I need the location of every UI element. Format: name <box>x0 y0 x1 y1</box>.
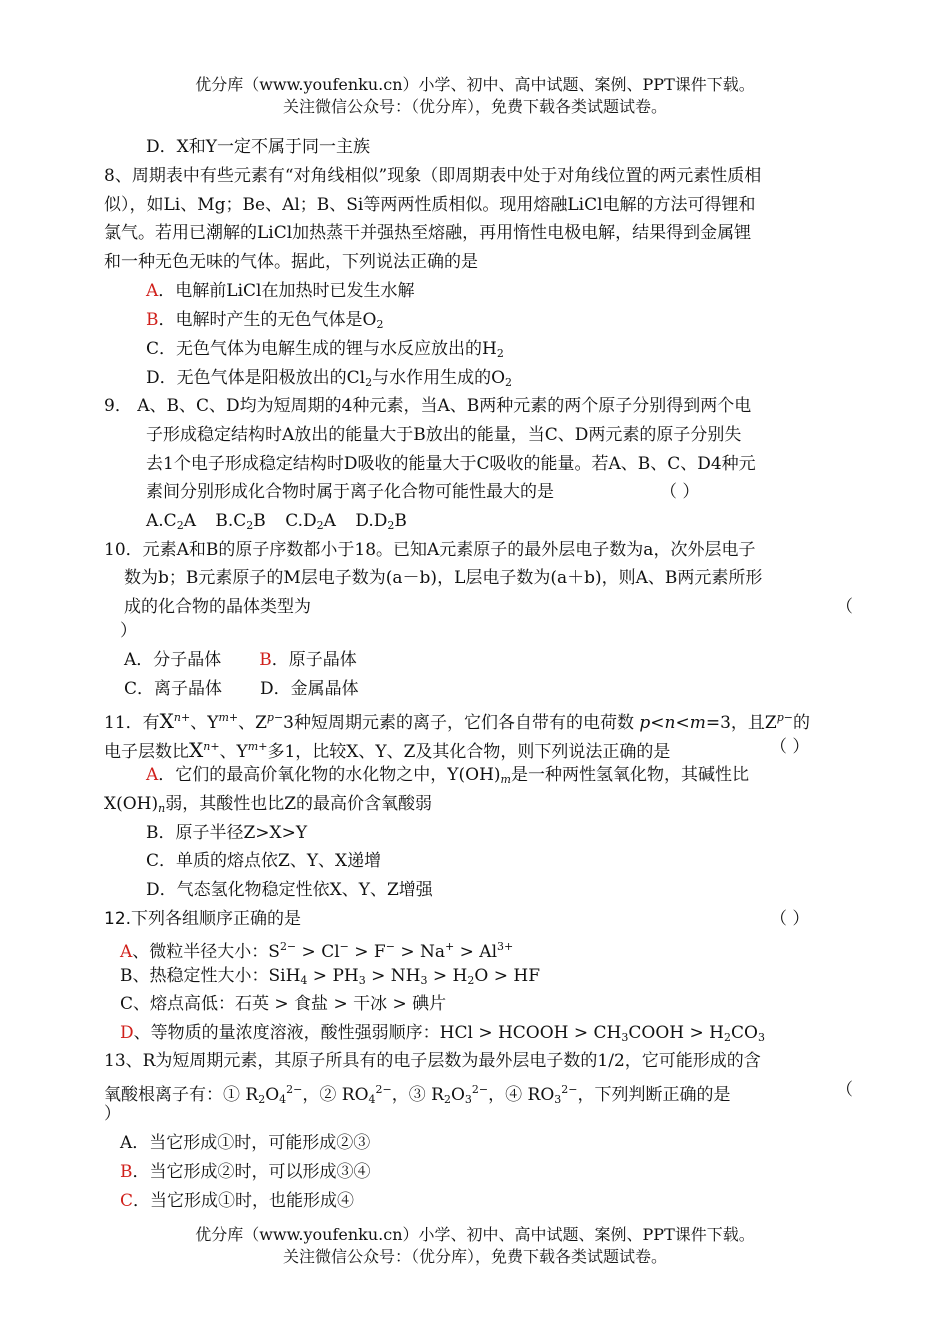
q10-paren-open: （ <box>836 597 853 617</box>
q9-stem-line-4: 素间分别形成化合物时属于离子化合物可能性最大的是 <box>146 482 554 502</box>
q8-option-b-text: ．电解时产生的无色气体是O <box>158 310 377 330</box>
q12-option-c: C、熔点高低：石英 > 食盐 > 干冰 > 碘片 <box>120 994 447 1014</box>
q8-option-b-sub: 2 <box>376 318 384 331</box>
q10-stem-line-3: 成的化合物的晶体类型为 <box>124 597 311 617</box>
q10-paren-close: ） <box>120 621 137 641</box>
q11-option-a-line-1: A．它们的最高价氧化物的水化物之中，$Y(OH)_m$是一种两性氢氧化物，其碱性比 <box>146 765 749 786</box>
footer-line-1: 优分库（www.youfenku.cn）小学、初中、高中试题、案例、PPT课件下载。 <box>195 1225 755 1244</box>
q12-option-d: D、等物质的量浓度溶液，酸性强弱顺序：HCl > HCOOH > $CH_3COOH > H_2CO_3$ <box>120 1023 765 1044</box>
footer-banner <box>0 1224 950 1268</box>
q13-paren-open: （ <box>836 1080 853 1100</box>
q12-option-a: A、微粒半径大小：$S^{2-} > Cl^- > F^- > Na^+ > Al^{3+}$ <box>120 940 514 962</box>
q13-option-c: C．当它形成①时，也能形成④ <box>120 1191 355 1211</box>
banner-line-1: 优分库（www.youfenku.cn）小学、初中、高中试题、案例、PPT课件下载。 <box>195 75 755 94</box>
q13-option-a: A．当它形成①时，可能形成②③ <box>120 1133 371 1153</box>
q11-option-b: B．原子半径Z>X>Y <box>146 823 308 843</box>
q9-option-b: $B.C_2B$ <box>215 511 266 532</box>
q9-option-c: $C.D_2A$ <box>285 511 336 532</box>
q13-option-b: B．当它形成②时，可以形成③④ <box>120 1162 371 1182</box>
q8-option-d-sub-2: 2 <box>505 376 513 389</box>
q7-option-d: D．X和Y一定不属于同一主族 <box>146 137 370 157</box>
q10-stem-line-1: 10．元素A和B的原子序数都小于18。已知A元素原子的最外层电子数为a，次外层电子 <box>104 540 756 560</box>
q10-stem-line-2: 数为b；B元素原子的M层电子数为(a－b)，L层电子数为(a＋b)，则A、B两元素所形 <box>124 568 763 588</box>
q9-answer-paren: （ ） <box>660 482 700 502</box>
q11-answer-paren: （ ） <box>770 737 810 757</box>
q10-option-c: C．离子晶体 <box>124 679 223 699</box>
q9-option-a: $A.C_2A$ <box>146 511 196 532</box>
q10-option-b: B．原子晶体 <box>259 650 357 670</box>
q8-option-d-sub-1: 2 <box>365 376 373 389</box>
q11-option-d: D．气态氢化物稳定性依X、Y、Z增强 <box>146 880 433 900</box>
q13-stem-line-1: 13、R为短周期元素，其原子所具有的电子层数为最外层电子数的1/2，它可能形成的含 <box>104 1051 761 1071</box>
q11-stem-line-1: 11．有$X^{n+}$、$Y^{m+}$、$Z^{p-}3$种短周期元素的离子，它们各自带有的电荷数 p<n<m=3，且$Z^{p-}$的 <box>104 709 810 733</box>
q10-options-row-1 <box>124 648 357 672</box>
q8-option-c-sub: 2 <box>496 347 504 360</box>
header-banner <box>0 74 950 118</box>
q9-stem-line-3: 去1个电子形成稳定结构时D吸收的能量大于C吸收的能量。若A、B、C、D4种元 <box>146 454 756 474</box>
q12-stem: 12.下列各组顺序正确的是 <box>104 909 302 929</box>
q13-paren-close: ） <box>104 1104 121 1124</box>
q9-option-d: $D.D_2B$ <box>355 511 407 532</box>
q8-stem-line-4: 和一种无色无味的气体。据此，下列说法正确的是 <box>104 252 478 272</box>
q10-option-a: A．分子晶体 <box>124 650 222 670</box>
q8-option-b <box>146 308 383 337</box>
q11-option-a-line-2: $X(OH)_n$弱，其酸性也比Z的最高价含氧酸弱 <box>104 794 433 815</box>
q12-option-b: B、热稳定性大小：$SiH_4 > PH_3 > NH_3 > H_2O$ > HF <box>120 966 540 987</box>
q8-option-c-text: C．无色气体为电解生成的锂与水反应放出的H <box>146 339 497 359</box>
q12-answer-paren: （ ） <box>770 909 810 929</box>
q10-options-row-2 <box>124 677 359 701</box>
q8-stem-line-3: 氯气。若用已潮解的LiCl加热蒸干并强热至熔融，再用惰性电极电解，结果得到金属锂 <box>104 223 752 243</box>
q8-option-c <box>146 337 504 366</box>
q8-stem-line-1: 8、周期表中有些元素有“对角线相似”现象（即周期表中处于对角线位置的两元素性质相 <box>104 166 762 186</box>
q10-option-d: D．金属晶体 <box>260 679 359 699</box>
q9-stem-line-2: 子形成稳定结构时A放出的能量大于B放出的能量，当C、D两元素的原子分别失 <box>146 425 742 445</box>
q11-option-c: C．单质的熔点依Z、Y、X递增 <box>146 851 382 871</box>
footer-line-2: 关注微信公众号：（优分库），免费下载各类试题试卷。 <box>282 1247 667 1266</box>
q8-option-d-text-1: D．无色气体是阳极放出的Cl <box>146 368 366 388</box>
q8-option-b-label: B <box>146 310 159 330</box>
q8-option-d-text-2: 与水作用生成的O <box>372 368 506 388</box>
q8-option-a-text: ．电解前LiCl在加热时已发生水解 <box>158 281 415 301</box>
q8-option-d <box>146 366 512 395</box>
q8-stem-line-2: 似），如Li、Mg；Be、Al；B、Si等两两性质相似。现用熔融LiCl电解的方法可得锂和 <box>104 195 756 215</box>
banner-line-2: 关注微信公众号：（优分库），免费下载各类试题试卷。 <box>282 97 667 116</box>
q13-stem-line-2: 氧酸根离子有：① $R_2O_4^{2-}$，② $RO_4^{2-}$，③ $R_2O_3^{2-}$，④ $RO_3^{2-}$，下列判断正确的是 <box>104 1083 731 1106</box>
q8-option-a <box>146 279 414 303</box>
q11-stem-line-2: 电子层数比$X^{n+}$、$Y^{m+}$多1，比较X、Y、Z及其化合物，则下列说法正确的是 <box>104 738 671 762</box>
q8-option-a-label: A <box>146 281 159 301</box>
q9-options <box>146 509 407 538</box>
q9-stem-line-1: 9． A、B、C、D均为短周期的4种元素，当A、B两种元素的两个原子分别得到两个电 <box>104 396 752 416</box>
